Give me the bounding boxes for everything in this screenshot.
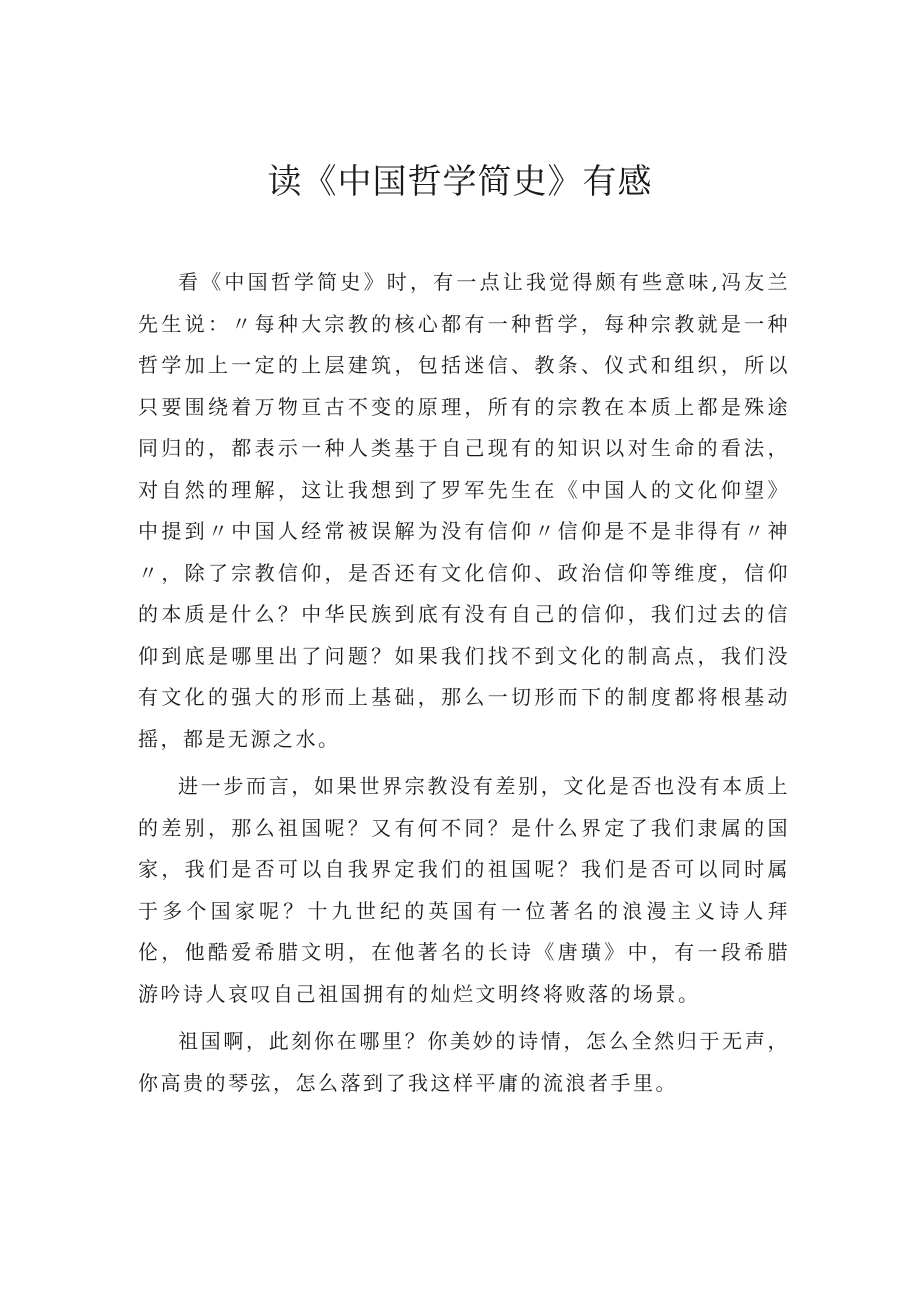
paragraph-1: 看《中国哲学简史》时，有一点让我觉得颇有些意味,冯友兰先生说：〃每种大宗教的核心都有一种哲学，每种宗教就是一种哲学加上一定的上层建筑，包括迷信、教条、仪式和组织，所以只要围绕着万物亘古不变的原理，所有的宗教在本质上都是殊途同归的，都表示一种人类基于自己现有的知识以对生命的看法，对自然的理解，这让我想到了罗军先生在《中国人的文化仰望》中提到〃中国人经常被误解为没有信仰〃信仰是不是非得有〃神〃，除了宗教信仰，是否还有文化信仰、政治信仰等维度，信仰的本质是什么？中华民族到底有没有自己的信仰，我们过去的信仰到底是哪里出了问题？如果我们找不到文化的制高点，我们没有文化的强大的形而上基础，那么一切形而下的制度都将根基动摇，都是无源之水。 [138, 270, 790, 751]
paragraph-2: 进一步而言，如果世界宗教没有差别，文化是否也没有本质上的差别，那么祖国呢？又有何不同？是什么界定了我们隶属的国家，我们是否可以自我界定我们的祖国呢？我们是否可以同时属于多个国家呢？十九世纪的英国有一位著名的浪漫主义诗人拜伦，他酷爱希腊文明，在他著名的长诗《唐璜》中，有一段希腊游吟诗人哀叹自己祖国拥有的灿烂文明终将败落的场景。 [138, 774, 790, 1006]
document-body [138, 262, 790, 1110]
paragraph-3: 祖国啊，此刻你在哪里？你美妙的诗情，怎么全然归于无声，你高贵的琴弦，怎么落到了我这样平庸的流浪者手里。 [138, 1029, 790, 1095]
document-title: 读《中国哲学简史》有感 [267, 162, 653, 202]
